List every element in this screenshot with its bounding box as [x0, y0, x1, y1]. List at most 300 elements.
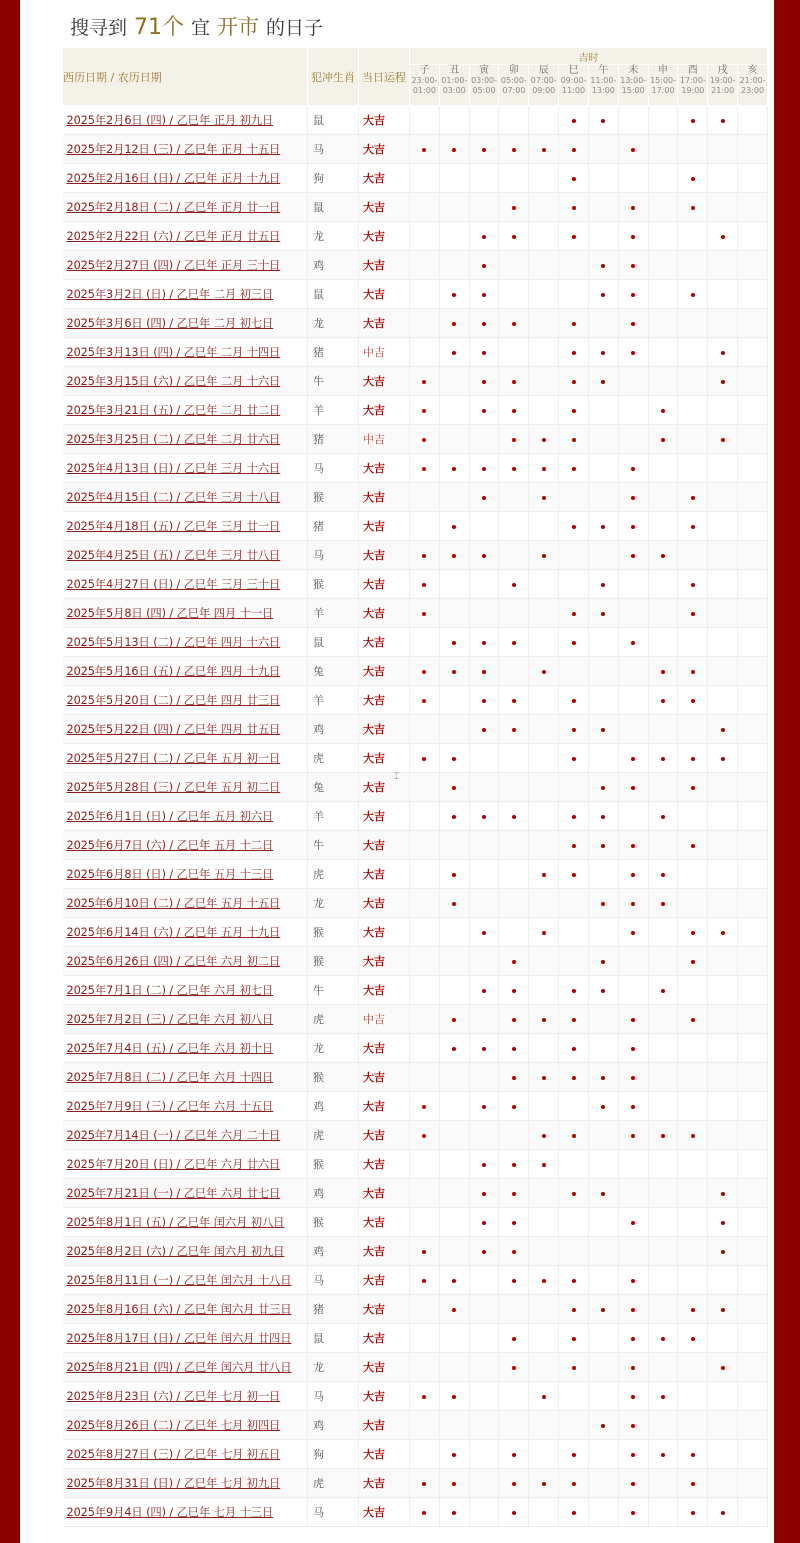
- auspicious-dot-icon: [542, 1018, 546, 1022]
- auspicious-dot-icon: [512, 409, 516, 413]
- zodiac-cell: 虎: [308, 744, 359, 773]
- hour-cell: [738, 715, 768, 744]
- hour-cell: [410, 1034, 440, 1063]
- hour-cell: [410, 1208, 440, 1237]
- hour-cell: [738, 1034, 768, 1063]
- date-cell: [63, 164, 308, 193]
- hour-cell: [410, 396, 440, 425]
- date-link[interactable]: 2025年8月23日 (六) / 乙巳年 七月 初一日: [66, 1390, 281, 1403]
- date-link[interactable]: 2025年8月1日 (五) / 乙巳年 闰六月 初八日: [66, 1216, 285, 1229]
- date-link[interactable]: 2025年8月17日 (日) / 乙巳年 闰六月 廿四日: [66, 1332, 292, 1345]
- auspicious-dot-icon: [631, 1018, 635, 1022]
- hour-cell: [439, 512, 469, 541]
- date-link[interactable]: 2025年5月8日 (四) / 乙巳年 四月 十一日: [66, 607, 274, 620]
- hour-cell: [529, 280, 559, 309]
- date-cell: [63, 744, 308, 773]
- auspicious-dot-icon: [721, 757, 725, 761]
- hour-cell: [469, 1034, 499, 1063]
- hour-cell: [678, 889, 708, 918]
- date-link[interactable]: 2025年6月8日 (日) / 乙巳年 五月 十三日: [66, 868, 274, 881]
- hour-cell: [678, 1005, 708, 1034]
- auspicious-dot-icon: [631, 1511, 635, 1515]
- auspicious-dot-icon: [601, 380, 605, 384]
- hour-cell: [499, 831, 529, 860]
- hour-cell: [410, 280, 440, 309]
- hour-cell: [648, 773, 678, 802]
- auspicious-dot-icon: [482, 1250, 486, 1254]
- hour-cell: [439, 193, 469, 222]
- zodiac-cell: 龙: [308, 222, 359, 251]
- hour-cell: [708, 280, 738, 309]
- date-cell: [63, 1324, 308, 1353]
- auspicious-dot-icon: [512, 1511, 516, 1515]
- table-row: [63, 251, 768, 280]
- hour-cell: [738, 367, 768, 396]
- auspicious-dot-icon: [422, 380, 426, 384]
- date-link[interactable]: 2025年2月22日 (六) / 乙巳年 正月 廿五日: [66, 230, 281, 243]
- hour-cell: [708, 570, 738, 599]
- auspicious-dot-icon: [452, 670, 456, 674]
- date-link[interactable]: 2025年6月14日 (六) / 乙巳年 五月 十九日: [66, 926, 281, 939]
- hour-cell: [678, 1063, 708, 1092]
- hour-cell: [708, 1237, 738, 1266]
- hour-cell: [469, 222, 499, 251]
- hour-cell: [708, 1353, 738, 1382]
- hour-cell: [499, 106, 529, 135]
- hour-cell: [708, 1266, 738, 1295]
- hour-cell: [618, 425, 648, 454]
- hour-cell: [618, 135, 648, 164]
- date-link[interactable]: 2025年2月27日 (四) / 乙巳年 正月 三十日: [66, 259, 281, 272]
- hour-cell: [738, 135, 768, 164]
- hour-cell: [529, 396, 559, 425]
- auspicious-dot-icon: [601, 264, 605, 268]
- date-link[interactable]: 2025年6月10日 (二) / 乙巳年 五月 十五日: [66, 897, 281, 910]
- date-link[interactable]: 2025年7月20日 (日) / 乙巳年 六月 廿六日: [66, 1158, 281, 1171]
- hour-cell: [559, 193, 589, 222]
- hour-cell: [738, 454, 768, 483]
- date-link[interactable]: 2025年8月21日 (四) / 乙巳年 闰六月 廿八日: [66, 1361, 292, 1374]
- hour-cell: [678, 164, 708, 193]
- auspicious-dot-icon: [572, 1366, 576, 1370]
- auspicious-dot-icon: [482, 264, 486, 268]
- hour-cell: [738, 396, 768, 425]
- hour-cell: [439, 1440, 469, 1469]
- auspicious-dot-icon: [601, 1424, 605, 1428]
- date-link[interactable]: 2025年8月11日 (一) / 乙巳年 闰六月 十八日: [66, 1274, 292, 1287]
- hour-cell: [410, 1440, 440, 1469]
- hour-cell: [439, 454, 469, 483]
- auspicious-dot-icon: [542, 1134, 546, 1138]
- date-cell: [63, 889, 308, 918]
- date-link[interactable]: 2025年4月13日 (日) / 乙巳年 三月 十六日: [66, 462, 281, 475]
- date-link[interactable]: 2025年6月26日 (四) / 乙巳年 六月 初二日: [66, 955, 281, 968]
- hour-cell: [529, 947, 559, 976]
- date-link[interactable]: 2025年5月22日 (四) / 乙巳年 四月 廿五日: [66, 723, 281, 736]
- hour-cell: [559, 831, 589, 860]
- hour-cell: [559, 1063, 589, 1092]
- table-row: [63, 1266, 768, 1295]
- fortune-cell: 大吉: [359, 1179, 410, 1208]
- hour-cell: [499, 1382, 529, 1411]
- hour-cell: [529, 251, 559, 280]
- hour-cell: [439, 1208, 469, 1237]
- zodiac-cell: 马: [308, 1498, 359, 1527]
- date-link[interactable]: 2025年4月18日 (五) / 乙巳年 三月 廿一日: [66, 520, 281, 533]
- fortune-cell: 大吉: [359, 744, 410, 773]
- date-cell: [63, 1295, 308, 1324]
- auspicious-dot-icon: [572, 177, 576, 181]
- date-link[interactable]: 2025年4月15日 (二) / 乙巳年 三月 十八日: [66, 491, 281, 504]
- auspicious-dot-icon: [721, 1366, 725, 1370]
- fortune-cell: 大吉: [359, 1295, 410, 1324]
- hour-cell: [648, 1237, 678, 1266]
- hour-time: 05:00-07:00: [500, 76, 527, 95]
- zodiac-cell: 猴: [308, 483, 359, 512]
- hour-cell: [410, 1295, 440, 1324]
- date-link[interactable]: 2025年5月27日 (二) / 乙巳年 五月 初一日: [66, 752, 281, 765]
- hour-cell: [559, 164, 589, 193]
- hour-cell: [439, 599, 469, 628]
- hour-cell: [469, 280, 499, 309]
- table-row: [63, 1150, 768, 1179]
- auspicious-dot-icon: [631, 1105, 635, 1109]
- hour-cell: [410, 1266, 440, 1295]
- hour-cell: [738, 802, 768, 831]
- auspicious-dot-icon: [691, 612, 695, 616]
- hour-cell: [499, 1063, 529, 1092]
- hour-cell: [708, 628, 738, 657]
- hour-cell: [410, 454, 440, 483]
- hour-cell: [588, 628, 618, 657]
- auspicious-dot-icon: [512, 728, 516, 732]
- date-cell: [63, 715, 308, 744]
- date-cell: [63, 1353, 308, 1382]
- auspicious-dot-icon: [721, 438, 725, 442]
- auspicious-dot-icon: [512, 1366, 516, 1370]
- hour-cell: [618, 396, 648, 425]
- fortune-cell: 大吉: [359, 512, 410, 541]
- hour-cell: [618, 541, 648, 570]
- date-cell: [63, 628, 308, 657]
- hour-cell: [469, 773, 499, 802]
- fortune-cell: 大吉: [359, 686, 410, 715]
- table-row: [63, 135, 768, 164]
- date-link[interactable]: 2025年2月6日 (四) / 乙巳年 正月 初九日: [66, 114, 274, 127]
- zodiac-cell: 龙: [308, 1034, 359, 1063]
- auspicious-dot-icon: [691, 1308, 695, 1312]
- auspicious-dot-icon: [601, 351, 605, 355]
- date-link[interactable]: 2025年7月4日 (五) / 乙巳年 六月 初十日: [66, 1042, 274, 1055]
- auspicious-dot-icon: [721, 1308, 725, 1312]
- auspicious-dot-icon: [601, 1076, 605, 1080]
- hour-cell: [499, 541, 529, 570]
- hour-cell: [708, 657, 738, 686]
- hour-name: 午: [598, 65, 609, 76]
- date-link[interactable]: 2025年4月27日 (日) / 乙巳年 三月 三十日: [66, 578, 281, 591]
- hour-cell: [588, 135, 618, 164]
- hour-cell: [678, 831, 708, 860]
- date-link[interactable]: 2025年7月8日 (二) / 乙巳年 六月 十四日: [66, 1071, 274, 1084]
- date-link[interactable]: 2025年5月20日 (二) / 乙巳年 四月 廿三日: [66, 694, 281, 707]
- hour-cell: [588, 1121, 618, 1150]
- hour-name: 寅: [479, 65, 490, 76]
- hour-cell: [469, 1179, 499, 1208]
- date-cell: [63, 1498, 308, 1527]
- auspicious-dot-icon: [661, 554, 665, 558]
- auspicious-dot-icon: [542, 467, 546, 471]
- table-row: [63, 1411, 768, 1440]
- fortune-cell: 大吉: [359, 367, 410, 396]
- hour-cell: [529, 918, 559, 947]
- hour-cell: [499, 309, 529, 338]
- auspicious-dot-icon: [572, 235, 576, 239]
- fortune-cell: 大吉: [359, 454, 410, 483]
- hour-cell: [529, 1324, 559, 1353]
- auspicious-dot-icon: [572, 699, 576, 703]
- date-link[interactable]: 2025年6月1日 (日) / 乙巳年 五月 初六日: [66, 810, 274, 823]
- fortune-cell: 大吉: [359, 947, 410, 976]
- auspicious-dot-icon: [482, 1163, 486, 1167]
- fortune-cell: 大吉: [359, 1266, 410, 1295]
- date-cell: [63, 1237, 308, 1266]
- hour-cell: [559, 1208, 589, 1237]
- date-link[interactable]: 2025年7月1日 (二) / 乙巳年 六月 初七日: [66, 984, 274, 997]
- date-cell: [63, 338, 308, 367]
- auspicious-dot-icon: [572, 728, 576, 732]
- header-hour: [708, 65, 738, 106]
- zodiac-cell: 马: [308, 1382, 359, 1411]
- auspicious-dot-icon: [721, 380, 725, 384]
- hour-cell: [678, 193, 708, 222]
- auspicious-dot-icon: [452, 1308, 456, 1312]
- hour-cell: [469, 1150, 499, 1179]
- hour-cell: [559, 1005, 589, 1034]
- hour-cell: [410, 222, 440, 251]
- hour-cell: [499, 1353, 529, 1382]
- hour-cell: [559, 1179, 589, 1208]
- hour-cell: [678, 744, 708, 773]
- fortune-cell: 大吉: [359, 135, 410, 164]
- zodiac-cell: 狗: [308, 164, 359, 193]
- auspicious-dot-icon: [572, 119, 576, 123]
- hour-cell: [678, 686, 708, 715]
- table-row: [63, 1498, 768, 1527]
- date-link[interactable]: 2025年2月12日 (三) / 乙巳年 正月 十五日: [66, 143, 281, 156]
- auspicious-dot-icon: [452, 554, 456, 558]
- hour-cell: [708, 193, 738, 222]
- hour-cell: [678, 1237, 708, 1266]
- date-link[interactable]: 2025年3月6日 (四) / 乙巳年 二月 初七日: [66, 317, 274, 330]
- date-link[interactable]: 2025年8月31日 (日) / 乙巳年 七月 初九日: [66, 1477, 281, 1490]
- auspicious-dot-icon: [542, 670, 546, 674]
- hour-cell: [499, 976, 529, 1005]
- auspicious-dot-icon: [422, 1250, 426, 1254]
- auspicious-dot-icon: [572, 757, 576, 761]
- hour-cell: [678, 338, 708, 367]
- fortune-cell: 大吉: [359, 1469, 410, 1498]
- date-link[interactable]: 2025年5月28日 (三) / 乙巳年 五月 初二日: [66, 781, 281, 794]
- date-link[interactable]: 2025年7月2日 (三) / 乙巳年 六月 初八日: [66, 1013, 274, 1026]
- date-link[interactable]: 2025年8月26日 (二) / 乙巳年 七月 初四日: [66, 1419, 281, 1432]
- date-link[interactable]: 2025年2月18日 (二) / 乙巳年 正月 廿一日: [66, 201, 281, 214]
- hour-cell: [648, 947, 678, 976]
- auspicious-dot-icon: [572, 380, 576, 384]
- hour-cell: [588, 657, 618, 686]
- hour-cell: [618, 570, 648, 599]
- hour-cell: [588, 1034, 618, 1063]
- hour-cell: [738, 338, 768, 367]
- hour-cell: [618, 164, 648, 193]
- hour-cell: [588, 1005, 618, 1034]
- date-cell: [63, 1150, 308, 1179]
- hour-cell: [588, 686, 618, 715]
- auspicious-dot-icon: [631, 641, 635, 645]
- date-link[interactable]: 2025年8月16日 (六) / 乙巳年 闰六月 廿三日: [66, 1303, 292, 1316]
- zodiac-cell: 马: [308, 135, 359, 164]
- auspicious-dot-icon: [631, 1337, 635, 1341]
- hour-cell: [588, 773, 618, 802]
- date-link[interactable]: 2025年3月25日 (二) / 乙巳年 二月 廿六日: [66, 433, 281, 446]
- hour-cell: [499, 1324, 529, 1353]
- hour-cell: [529, 309, 559, 338]
- date-link[interactable]: 2025年3月21日 (五) / 乙巳年 二月 廿二日: [66, 404, 281, 417]
- hour-cell: [410, 1469, 440, 1498]
- date-link[interactable]: 2025年7月14日 (一) / 乙巳年 六月 二十日: [66, 1129, 281, 1142]
- auspicious-dot-icon: [482, 670, 486, 674]
- hour-cell: [618, 976, 648, 1005]
- hour-cell: [648, 1266, 678, 1295]
- auspicious-dot-icon: [512, 1018, 516, 1022]
- hour-cell: [469, 860, 499, 889]
- table-row: [63, 483, 768, 512]
- fortune-cell: 大吉: [359, 1440, 410, 1469]
- hour-cell: [529, 106, 559, 135]
- hour-cell: [738, 860, 768, 889]
- hour-cell: [410, 425, 440, 454]
- hour-cell: [469, 889, 499, 918]
- date-link[interactable]: 2025年9月4日 (四) / 乙巳年 七月 十三日: [66, 1506, 274, 1519]
- hour-cell: [708, 947, 738, 976]
- auspicious-dot-icon: [452, 873, 456, 877]
- auspicious-dot-icon: [512, 1105, 516, 1109]
- auspicious-dot-icon: [631, 148, 635, 152]
- auspicious-dot-icon: [482, 467, 486, 471]
- date-link[interactable]: 2025年7月21日 (一) / 乙巳年 六月 廿七日: [66, 1187, 281, 1200]
- hour-cell: [588, 744, 618, 773]
- hour-cell: [708, 1324, 738, 1353]
- header-hour: [410, 65, 440, 106]
- hour-cell: [529, 1382, 559, 1411]
- hour-cell: [410, 1005, 440, 1034]
- zodiac-cell: 鼠: [308, 280, 359, 309]
- hour-cell: [529, 1092, 559, 1121]
- table-row: [63, 309, 768, 338]
- header-date: 西历日期 / 农历日期: [63, 48, 308, 106]
- hour-name: 申: [658, 65, 669, 76]
- date-cell: [63, 1179, 308, 1208]
- hour-cell: [559, 1150, 589, 1179]
- auspicious-dot-icon: [422, 409, 426, 413]
- hour-cell: [648, 1150, 678, 1179]
- auspicious-dot-icon: [542, 554, 546, 558]
- hour-cell: [559, 860, 589, 889]
- date-link[interactable]: 2025年6月7日 (六) / 乙巳年 五月 十二日: [66, 839, 274, 852]
- hour-cell: [499, 657, 529, 686]
- auspicious-dot-icon: [601, 525, 605, 529]
- hour-cell: [708, 483, 738, 512]
- date-link[interactable]: 2025年8月27日 (三) / 乙巳年 七月 初五日: [66, 1448, 281, 1461]
- date-link[interactable]: 2025年3月2日 (日) / 乙巳年 二月 初三日: [66, 288, 274, 301]
- hour-cell: [439, 570, 469, 599]
- auspicious-dot-icon: [482, 496, 486, 500]
- hour-cell: [648, 222, 678, 251]
- hour-cell: [410, 628, 440, 657]
- hour-cell: [469, 1440, 499, 1469]
- hour-cell: [678, 541, 708, 570]
- hour-cell: [588, 309, 618, 338]
- header-fortune: 当日运程: [359, 48, 410, 106]
- hour-cell: [559, 570, 589, 599]
- zodiac-cell: 虎: [308, 1121, 359, 1150]
- date-link[interactable]: 2025年5月13日 (二) / 乙巳年 四月 十六日: [66, 636, 281, 649]
- date-cell: [63, 483, 308, 512]
- date-link[interactable]: 2025年5月16日 (五) / 乙巳年 四月 十九日: [66, 665, 281, 678]
- header-hour: [588, 65, 618, 106]
- hour-cell: [529, 1469, 559, 1498]
- hour-cell: [410, 309, 440, 338]
- hour-cell: [439, 1469, 469, 1498]
- date-link[interactable]: 2025年4月25日 (五) / 乙巳年 三月 廿八日: [66, 549, 281, 562]
- auspicious-dot-icon: [512, 989, 516, 993]
- auspicious-dot-icon: [661, 409, 665, 413]
- hour-cell: [618, 1005, 648, 1034]
- hour-cell: [648, 367, 678, 396]
- date-link[interactable]: 2025年2月16日 (日) / 乙巳年 正月 十九日: [66, 172, 281, 185]
- hour-cell: [588, 512, 618, 541]
- fortune-cell: 大吉: [359, 1208, 410, 1237]
- auspicious-dot-icon: [422, 554, 426, 558]
- zodiac-cell: 鸡: [308, 1092, 359, 1121]
- hour-cell: [529, 599, 559, 628]
- hour-cell: [588, 1411, 618, 1440]
- hour-cell: [439, 164, 469, 193]
- date-link[interactable]: 2025年3月13日 (四) / 乙巳年 二月 十四日: [66, 346, 281, 359]
- hour-cell: [708, 454, 738, 483]
- hour-cell: [738, 1324, 768, 1353]
- hour-cell: [648, 1063, 678, 1092]
- date-link[interactable]: 2025年3月15日 (六) / 乙巳年 二月 十六日: [66, 375, 281, 388]
- date-link[interactable]: 2025年7月9日 (三) / 乙巳年 六月 十五日: [66, 1100, 274, 1113]
- hour-cell: [678, 1469, 708, 1498]
- zodiac-cell: 牛: [308, 831, 359, 860]
- auspicious-dot-icon: [452, 757, 456, 761]
- hour-cell: [648, 1440, 678, 1469]
- auspicious-dot-icon: [661, 815, 665, 819]
- auspicious-dot-icon: [512, 583, 516, 587]
- hour-cell: [529, 512, 559, 541]
- hour-cell: [499, 744, 529, 773]
- hour-cell: [648, 570, 678, 599]
- auspicious-dot-icon: [631, 1308, 635, 1312]
- hour-cell: [708, 1150, 738, 1179]
- hour-cell: [648, 1411, 678, 1440]
- hour-cell: [469, 1063, 499, 1092]
- hour-cell: [618, 773, 648, 802]
- hour-cell: [469, 106, 499, 135]
- hour-cell: [499, 193, 529, 222]
- date-link[interactable]: 2025年8月2日 (六) / 乙巳年 闰六月 初九日: [66, 1245, 285, 1258]
